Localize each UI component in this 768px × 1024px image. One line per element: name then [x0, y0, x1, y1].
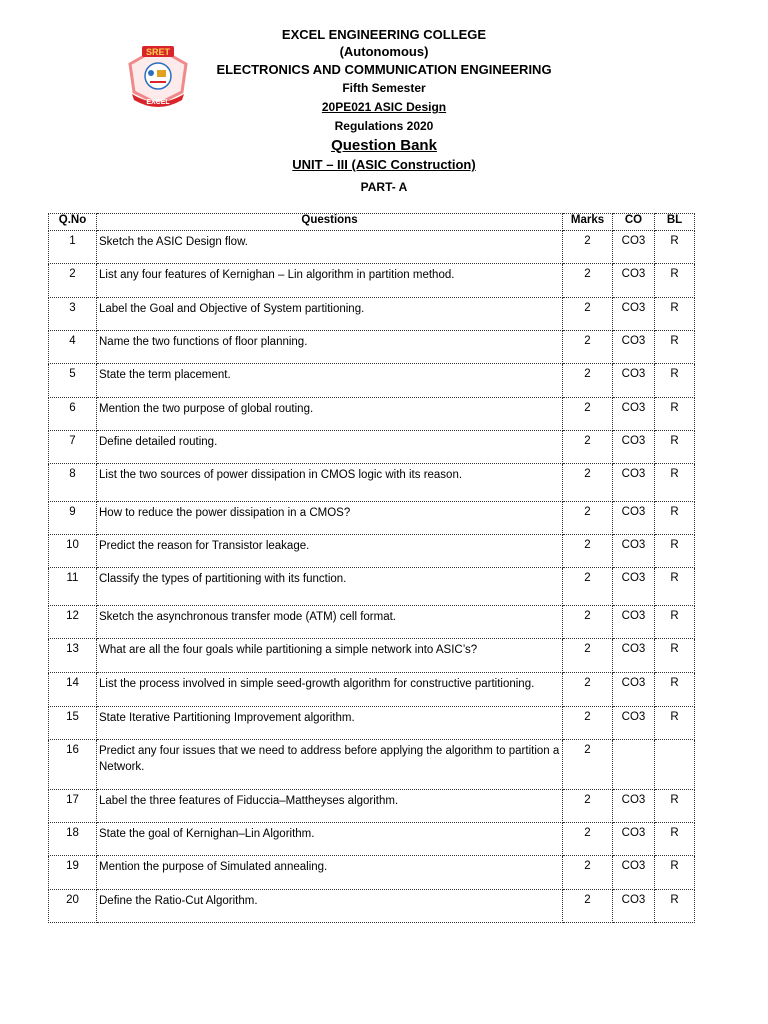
question-text: Predict any four issues that we need to address before applying the algorithm to partition a Network. [97, 740, 563, 790]
bl-value: R [655, 431, 695, 464]
document-header [0, 28, 768, 193]
table-row [49, 264, 695, 298]
marks-value: 2 [563, 740, 613, 790]
marks-value: 2 [563, 431, 613, 464]
co-value: CO3 [613, 502, 655, 535]
marks-value: 2 [563, 264, 613, 298]
marks-value: 2 [563, 331, 613, 364]
question-number: 13 [49, 639, 97, 673]
bl-value: R [655, 673, 695, 707]
question-text: List any four features of Kernighan – Lin algorithm in partition method. [97, 264, 563, 298]
co-value: CO3 [613, 568, 655, 606]
bl-value: R [655, 790, 695, 823]
bl-value: R [655, 231, 695, 264]
table-row [49, 398, 695, 431]
question-text: Sketch the asynchronous transfer mode (ATM) cell format. [97, 606, 563, 639]
table-row [49, 639, 695, 673]
column-header-qno: Q.No [49, 214, 97, 231]
question-number: 20 [49, 890, 97, 923]
column-header-co: CO [613, 214, 655, 231]
co-value: CO3 [613, 535, 655, 568]
question-number: 5 [49, 364, 97, 398]
bl-value: R [655, 535, 695, 568]
bl-value: R [655, 639, 695, 673]
co-value: CO3 [613, 823, 655, 856]
marks-value: 2 [563, 707, 613, 740]
bl-value [655, 740, 695, 790]
co-value: CO3 [613, 890, 655, 923]
co-value: CO3 [613, 264, 655, 298]
bl-value: R [655, 298, 695, 331]
table-row [49, 568, 695, 606]
table-row [49, 707, 695, 740]
table-row [49, 606, 695, 639]
unit-title: UNIT – III (ASIC Construction) [292, 157, 476, 172]
question-text: List the process involved in simple seed-growth algorithm for constructive partitioning. [97, 673, 563, 707]
question-text: What are all the four goals while partitioning a simple network into ASIC’s? [97, 639, 563, 673]
question-table [48, 213, 695, 923]
question-number: 14 [49, 673, 97, 707]
co-value: CO3 [613, 398, 655, 431]
course-title: 20PE021 ASIC Design [321, 100, 447, 114]
question-text: Name the two functions of floor planning. [97, 331, 563, 364]
part-label: PART- A [360, 180, 408, 194]
logo-top-text: SRET [145, 47, 171, 57]
question-text: Define detailed routing. [97, 431, 563, 464]
bl-value: R [655, 502, 695, 535]
table-header-row [49, 214, 695, 231]
marks-value: 2 [563, 568, 613, 606]
marks-value: 2 [563, 364, 613, 398]
bl-value: R [655, 823, 695, 856]
question-number: 9 [49, 502, 97, 535]
marks-value: 2 [563, 502, 613, 535]
bl-value: R [655, 364, 695, 398]
bl-value: R [655, 890, 695, 923]
table-row [49, 890, 695, 923]
question-text: List the two sources of power dissipation in CMOS logic with its reason. [97, 464, 563, 502]
marks-value: 2 [563, 823, 613, 856]
co-value: CO3 [613, 331, 655, 364]
question-text: State the term placement. [97, 364, 563, 398]
co-value: CO3 [613, 707, 655, 740]
question-number: 11 [49, 568, 97, 606]
table-row [49, 502, 695, 535]
bl-value: R [655, 568, 695, 606]
marks-value: 2 [563, 890, 613, 923]
co-value: CO3 [613, 606, 655, 639]
semester-label: Fifth Semester [342, 81, 426, 95]
marks-value: 2 [563, 464, 613, 502]
table-row [49, 740, 695, 790]
question-number: 15 [49, 707, 97, 740]
autonomous-label: (Autonomous) [339, 44, 429, 59]
bl-value: R [655, 707, 695, 740]
bl-value: R [655, 464, 695, 502]
question-text: State Iterative Partitioning Improvement algorithm. [97, 707, 563, 740]
co-value: CO3 [613, 431, 655, 464]
co-value: CO3 [613, 673, 655, 707]
co-value [613, 740, 655, 790]
question-text: Mention the two purpose of global routing. [97, 398, 563, 431]
column-header-bl: BL [655, 214, 695, 231]
marks-value: 2 [563, 673, 613, 707]
marks-value: 2 [563, 856, 613, 890]
document-title: Question Bank [331, 137, 437, 154]
co-value: CO3 [613, 639, 655, 673]
bl-value: R [655, 606, 695, 639]
bl-value: R [655, 398, 695, 431]
table-row [49, 364, 695, 398]
question-text: State the goal of Kernighan–Lin Algorithm. [97, 823, 563, 856]
marks-value: 2 [563, 231, 613, 264]
column-header-questions: Questions [97, 214, 563, 231]
marks-value: 2 [563, 639, 613, 673]
department-name: ELECTRONICS AND COMMUNICATION ENGINEERING [216, 62, 552, 77]
column-header-marks: Marks [563, 214, 613, 231]
co-value: CO3 [613, 464, 655, 502]
co-value: CO3 [613, 856, 655, 890]
table-row [49, 535, 695, 568]
college-name: EXCEL ENGINEERING COLLEGE [281, 27, 487, 42]
question-number: 17 [49, 790, 97, 823]
co-value: CO3 [613, 790, 655, 823]
question-text: Label the three features of Fiduccia–Mattheyses algorithm. [97, 790, 563, 823]
question-number: 4 [49, 331, 97, 364]
table-row [49, 823, 695, 856]
marks-value: 2 [563, 606, 613, 639]
bl-value: R [655, 331, 695, 364]
question-number: 10 [49, 535, 97, 568]
question-number: 19 [49, 856, 97, 890]
table-row [49, 790, 695, 823]
co-value: CO3 [613, 364, 655, 398]
table-row [49, 856, 695, 890]
question-number: 12 [49, 606, 97, 639]
question-number: 18 [49, 823, 97, 856]
question-number: 7 [49, 431, 97, 464]
table-row [49, 673, 695, 707]
table-body [49, 231, 695, 923]
question-number: 8 [49, 464, 97, 502]
question-text: Sketch the ASIC Design flow. [97, 231, 563, 264]
question-text: How to reduce the power dissipation in a CMOS? [97, 502, 563, 535]
marks-value: 2 [563, 790, 613, 823]
marks-value: 2 [563, 535, 613, 568]
question-text: Classify the types of partitioning with its function. [97, 568, 563, 606]
co-value: CO3 [613, 298, 655, 331]
question-number: 1 [49, 231, 97, 264]
marks-value: 2 [563, 298, 613, 331]
question-text: Define the Ratio-Cut Algorithm. [97, 890, 563, 923]
question-text: Mention the purpose of Simulated annealing. [97, 856, 563, 890]
logo-bottom-text: EXCEL [146, 99, 170, 106]
question-number: 3 [49, 298, 97, 331]
regulations-label: Regulations 2020 [334, 119, 434, 133]
table-row [49, 298, 695, 331]
question-number: 2 [49, 264, 97, 298]
table-row [49, 331, 695, 364]
co-value: CO3 [613, 231, 655, 264]
bl-value: R [655, 856, 695, 890]
table-row [49, 231, 695, 264]
marks-value: 2 [563, 398, 613, 431]
table-row [49, 464, 695, 502]
question-number: 6 [49, 398, 97, 431]
question-text: Label the Goal and Objective of System partitioning. [97, 298, 563, 331]
table-row [49, 431, 695, 464]
question-text: Predict the reason for Transistor leakage. [97, 535, 563, 568]
bl-value: R [655, 264, 695, 298]
question-number: 16 [49, 740, 97, 790]
